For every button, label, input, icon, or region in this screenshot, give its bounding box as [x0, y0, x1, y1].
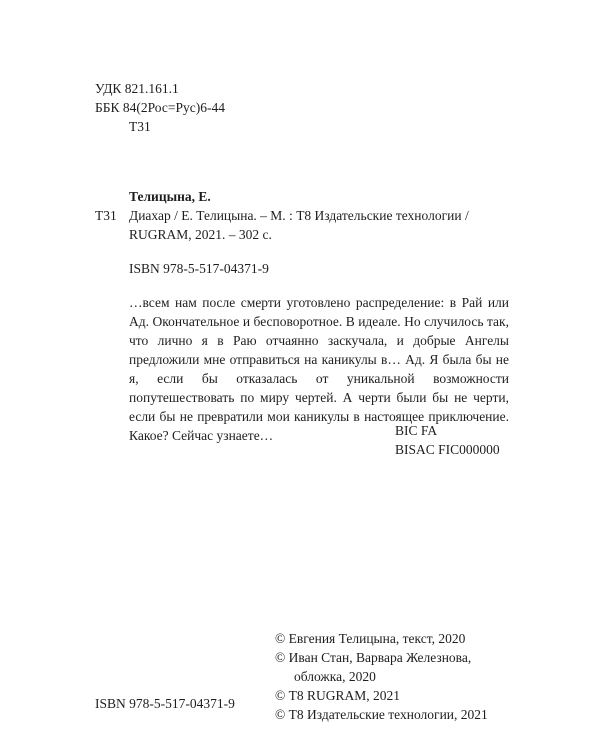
copyright-t8: © Т8 Издательские технологии, 2021	[275, 707, 488, 722]
copyright-cover: © Иван Стан, Варвара Железнова,	[275, 650, 472, 665]
copyright-text: © Евгения Телицына, текст, 2020	[275, 631, 466, 646]
udk-code: УДК 821.161.1	[95, 81, 179, 96]
bibliography-author-mark: Т31	[95, 208, 117, 223]
isbn-bottom: ISBN 978-5-517-04371-9	[95, 696, 235, 711]
bibliography-author: Телицына, Е.	[129, 189, 211, 204]
author-mark: Т31	[129, 119, 151, 134]
bic-code: BIC FA	[395, 423, 438, 438]
bibliography-line-1: Диахар / Е. Телицына. – М. : Т8 Издательские технологии /	[129, 208, 469, 223]
bibliography-line-2: RUGRAM, 2021. – 302 с.	[129, 227, 272, 242]
copyright-cover-cont: обложка, 2020	[294, 669, 376, 684]
annotation-text: …всем нам после смерти уготовлено распределение: в Рай или Ад. Окончательное и бесповоротное. В идеале. Но случилось так, что лично я в Раю отчаянно заскучала, и добрые Ангелы предложили мне отправиться на каникулы в… Ад. Я была бы не я, если бы отказалась от уникальной возможности попутешествовать по миру чертей. А черти были бы не черти, если бы не превратили мои каникулы в настоящее приключение. Какое? Сейчас узнаете…	[129, 295, 509, 443]
copyright-rugram: © Т8 RUGRAM, 2021	[275, 688, 401, 703]
copyright-block	[275, 629, 515, 724]
isbn-main: ISBN 978-5-517-04371-9	[129, 261, 269, 276]
bisac-code: BISAC FIC000000	[395, 442, 500, 457]
bbk-code: ББК 84(2Рос=Рус)6-44	[95, 100, 225, 115]
classification-codes	[395, 421, 500, 459]
